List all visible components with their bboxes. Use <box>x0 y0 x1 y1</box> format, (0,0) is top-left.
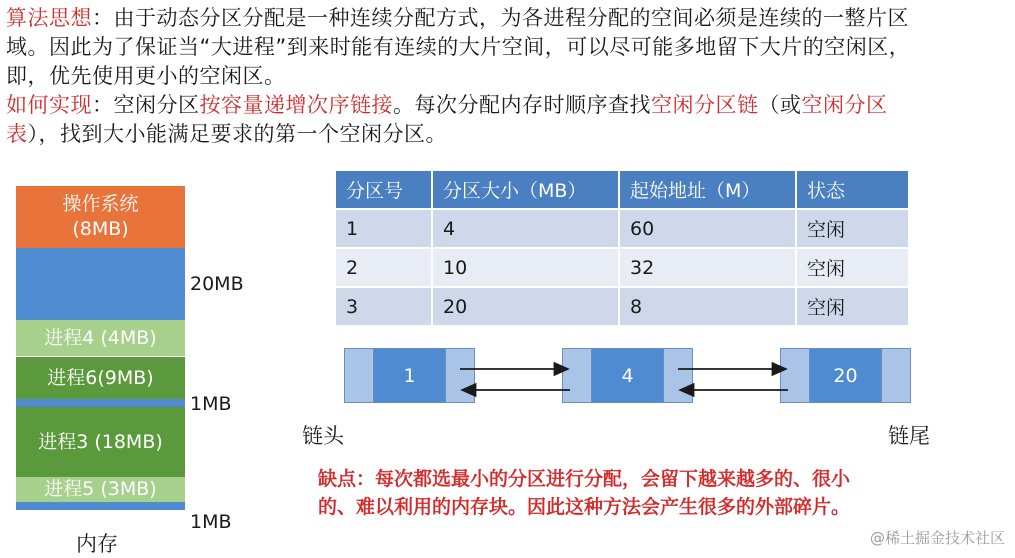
implementation-highlight-c: 空闲分区 <box>801 93 888 117</box>
chain-tail-label: 链尾 <box>888 424 930 448</box>
chain-node-2-value: 4 <box>592 348 663 403</box>
algorithm-idea-label: 算法思想 <box>6 6 92 30</box>
table-cell: 20 <box>432 287 619 325</box>
memory-block-process-5-label: 进程5 (3MB) <box>44 478 157 500</box>
chain-node-3-value: 20 <box>810 348 881 403</box>
table-cell: 空闲 <box>796 287 909 325</box>
table-cell: 4 <box>432 209 619 248</box>
implementation-text-a: ：空闲分区 <box>92 93 200 117</box>
algorithm-idea-text-b: 域。因此为了保证当“大进程”到来时能有连续的大片空间，可以尽可能多地留下大片的空闲区， <box>6 35 911 59</box>
memory-block-process-6-label: 进程6(9MB) <box>47 366 154 389</box>
memory-block-os-label: 操作系统 <box>62 193 139 215</box>
table-cell: 10 <box>432 248 619 287</box>
implementation-highlight-b: 空闲分区链 <box>651 93 759 117</box>
table-cell: 1 <box>336 209 432 248</box>
table-cell: 空闲 <box>796 248 909 287</box>
memory-caption: 内存 <box>76 532 118 556</box>
implementation-text-d: ），找到大小能满足要求的第一个空闲分区。 <box>27 122 447 146</box>
algorithm-idea-text-c: 即，优先使用更小的空闲区。 <box>6 64 286 88</box>
chain-node-1-value: 1 <box>374 348 445 403</box>
header-partition-size: 分区大小（MB） <box>432 171 619 209</box>
algorithm-idea-text-a: ：由于动态分区分配是一种连续分配方式，为各进程分配的空间必须是连续的一整片区 <box>92 6 909 30</box>
implementation-highlight-d: 表 <box>6 122 28 146</box>
implementation-text-c: （或 <box>758 93 802 117</box>
memory-block-os-size: (8MB) <box>72 218 129 240</box>
memory-block-process-4-label: 进程4 (4MB) <box>44 326 157 349</box>
watermark: @稀土掘金技术社区 <box>869 529 1005 547</box>
implementation-highlight-a: 按容量递增次序链接 <box>199 93 393 117</box>
header-status: 状态 <box>796 171 909 209</box>
memory-block-process-3-label: 进程3 (18MB) <box>38 430 163 453</box>
header-partition-number: 分区号 <box>336 171 432 209</box>
implementation-text-b: 。每次分配内存时顺序查找 <box>393 93 651 117</box>
memory-size-label-1mb-b: 1MB <box>190 511 232 533</box>
header-start-address: 起始地址（M） <box>619 171 796 209</box>
implementation-label: 如何实现 <box>6 93 92 117</box>
table-cell: 32 <box>619 248 796 287</box>
drawback-note-line-1: 缺点：每次都选最小的分区进行分配，会留下越来越多的、很小 <box>318 468 851 490</box>
drawback-note <box>318 465 998 521</box>
table-cell: 空闲 <box>796 209 909 248</box>
table-cell: 60 <box>619 209 796 248</box>
table-cell: 2 <box>336 248 432 287</box>
drawback-note-line-2: 的、难以利用的内存块。因此这种方法会产生很多的外部碎片。 <box>318 496 851 518</box>
table-cell: 3 <box>336 287 432 325</box>
chain-head-label: 链头 <box>302 424 344 448</box>
table-cell: 8 <box>619 287 796 325</box>
memory-size-label-1mb-a: 1MB <box>190 393 232 415</box>
memory-size-label-20mb: 20MB <box>190 273 244 295</box>
